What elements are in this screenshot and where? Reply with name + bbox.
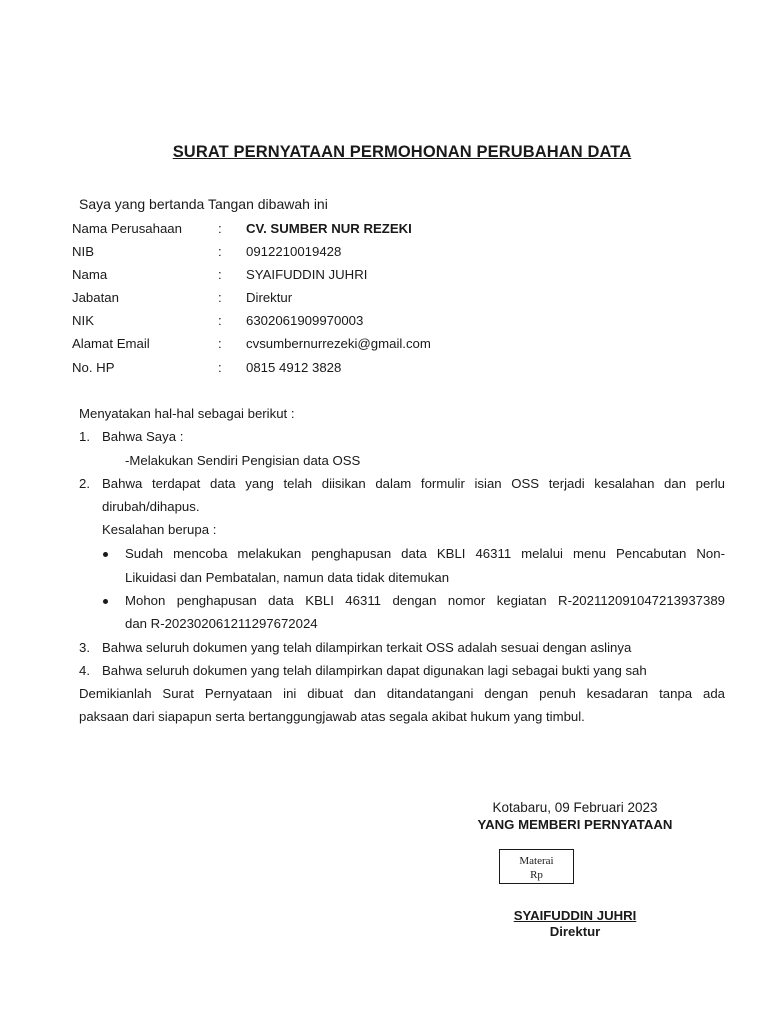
bullet-text-continued: Likuidasi dan Pembatalan, namun data tidak ditemukan	[125, 570, 450, 585]
nik-value: 6302061909970003	[246, 313, 364, 328]
field-label: Jabatan	[72, 290, 119, 305]
item-text-continued: dirubah/dihapus.	[102, 499, 200, 514]
item-text: Bahwa seluruh dokumen yang telah dilampirkan dapat digunakan lagi sebagai bukti yang sah	[102, 663, 647, 678]
materai-label: Materai	[519, 855, 554, 867]
field-colon: :	[218, 360, 222, 375]
item-text: Bahwa Saya :	[102, 429, 184, 444]
field-colon: :	[218, 221, 222, 236]
field-label: NIK	[72, 313, 94, 328]
item-number: 4.	[79, 663, 90, 678]
item-sub-text: -Melakukan Sendiri Pengisian data OSS	[125, 453, 361, 468]
place-date: Kotabaru, 09 Februari 2023	[492, 800, 658, 815]
signer-name: SYAIFUDDIN JUHRI	[513, 908, 637, 923]
signature-heading: YANG MEMBERI PERNYATAAN	[477, 817, 673, 832]
field-colon: :	[218, 290, 222, 305]
field-colon: :	[218, 313, 222, 328]
field-colon: :	[218, 336, 222, 351]
field-label: Nama	[72, 267, 108, 282]
field-label: NIB	[72, 244, 94, 259]
item-text: Bahwa terdapat data yang telah diisikan dalam formulir isian OSS terjadi kesalahan dan perlu	[102, 476, 725, 491]
email-value: cvsumbernurrezeki@gmail.com	[246, 336, 431, 351]
bullet-dot	[103, 552, 108, 557]
signer-position: Direktur	[549, 924, 601, 939]
intro-text: Saya yang bertanda Tangan dibawah ini	[79, 196, 328, 212]
item-text: Bahwa seluruh dokumen yang telah dilampirkan terkait OSS adalah sesuai dengan aslinya	[102, 640, 632, 655]
materai-amount: Rp	[530, 869, 543, 881]
name-value: SYAIFUDDIN JUHRI	[246, 267, 368, 282]
bullet-text-continued: dan R-202302061211297672024	[125, 616, 318, 631]
document-title: SURAT PERNYATAAN PERMOHONAN PERUBAHAN DATA	[172, 143, 632, 161]
bullet-text: Mohon penghapusan data KBLI 46311 dengan nomor kegiatan R-202112091047213937389	[125, 593, 725, 608]
closing-text-continued: paksaan dari siapapun serta bertanggungjawab atas segala akibat hukum yang timbul.	[79, 709, 585, 724]
bullet-dot	[103, 599, 108, 604]
item-number: 1.	[79, 429, 90, 444]
field-label: Alamat Email	[72, 336, 150, 351]
materai-stamp-box	[499, 849, 574, 884]
position-value: Direktur	[246, 290, 293, 305]
field-colon: :	[218, 244, 222, 259]
phone-value: 0815 4912 3828	[246, 360, 342, 375]
nib-value: 0912210019428	[246, 244, 342, 259]
company-name-value: CV. SUMBER NUR REZEKI	[246, 221, 412, 236]
item-number: 2.	[79, 476, 90, 491]
field-label: No. HP	[72, 360, 115, 375]
field-colon: :	[218, 267, 222, 282]
closing-text: Demikianlah Surat Pernyataan ini dibuat dan ditandatangani dengan penuh kesadaran tanpa ada	[79, 686, 725, 701]
item-number: 3.	[79, 640, 90, 655]
statement-intro: Menyatakan hal-hal sebagai berikut :	[79, 406, 295, 421]
field-label: Nama Perusahaan	[72, 221, 182, 236]
errors-heading: Kesalahan berupa :	[102, 522, 217, 537]
bullet-text: Sudah mencoba melakukan penghapusan data KBLI 46311 melalui menu Pencabutan Non-	[125, 546, 725, 561]
